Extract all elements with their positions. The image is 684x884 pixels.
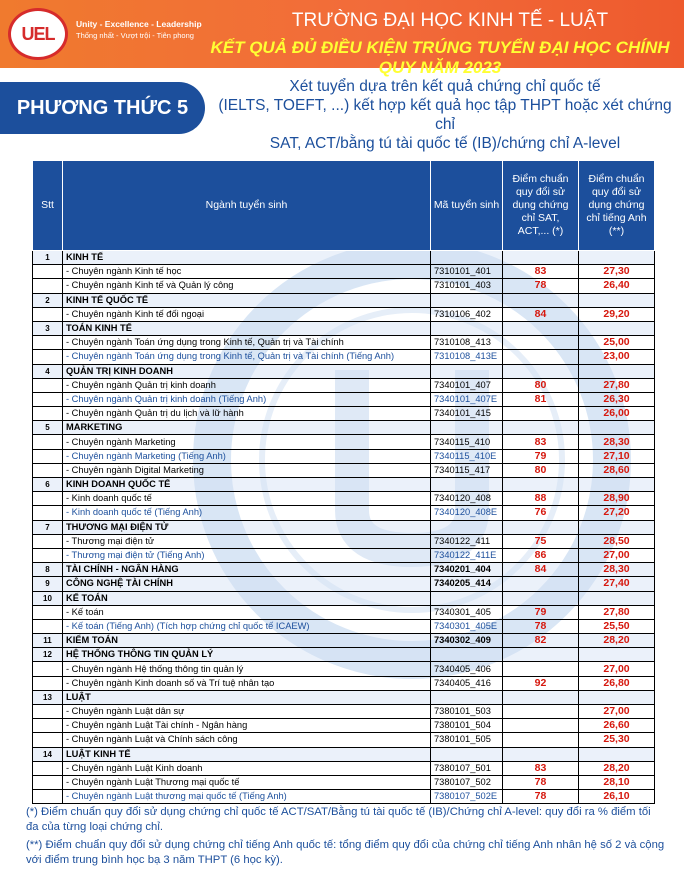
cell-major: - Chuyên ngành Luật Thương mại quốc tế bbox=[63, 775, 431, 789]
cell-major: THƯƠNG MẠI ĐIỆN TỬ bbox=[63, 520, 431, 534]
cell-stt bbox=[33, 336, 63, 350]
cell-major: KINH DOANH QUỐC TẾ bbox=[63, 478, 431, 492]
cell-score-english: 26,80 bbox=[579, 676, 655, 690]
university-name: TRƯỜNG ĐẠI HỌC KINH TẾ - LUẬT bbox=[291, 10, 609, 31]
cell-score-sat: 83 bbox=[503, 265, 579, 279]
cell-code: 7310108_413 bbox=[431, 336, 503, 350]
cell-stt bbox=[33, 775, 63, 789]
method-badge bbox=[0, 82, 205, 134]
cell-score-english: 26,60 bbox=[579, 719, 655, 733]
cell-major: - Chuyên ngành Kinh tế và Quản lý công bbox=[63, 279, 431, 293]
cell-score-english: 28,20 bbox=[579, 634, 655, 648]
cell-stt: 4 bbox=[33, 364, 63, 378]
cell-code bbox=[431, 478, 503, 492]
cell-stt: 1 bbox=[33, 251, 63, 265]
cell-code: 7340301_405E bbox=[431, 619, 503, 633]
cell-score-sat: 75 bbox=[503, 534, 579, 548]
cell-major: - Chuyên ngành Quản trị kinh doanh bbox=[63, 378, 431, 392]
cell-code: 7340101_407 bbox=[431, 378, 503, 392]
cell-score-english: 26,40 bbox=[579, 279, 655, 293]
cell-stt bbox=[33, 492, 63, 506]
method-desc-line1: Xét tuyển dựa trên kết quả chứng chỉ quốc tế bbox=[289, 78, 601, 95]
cell-score-sat: 88 bbox=[503, 492, 579, 506]
cell-stt bbox=[33, 662, 63, 676]
cell-code bbox=[431, 648, 503, 662]
table-group-row bbox=[33, 648, 655, 662]
table-row bbox=[33, 790, 655, 804]
table-group-row bbox=[33, 293, 655, 307]
cell-score-english: 28,10 bbox=[579, 775, 655, 789]
cell-code: 7380107_502E bbox=[431, 790, 503, 804]
table-row bbox=[33, 336, 655, 350]
cell-score-english: 28,90 bbox=[579, 492, 655, 506]
table-group-row bbox=[33, 364, 655, 378]
cell-score-english: 28,50 bbox=[579, 534, 655, 548]
table-row bbox=[33, 534, 655, 548]
cell-code: 7310106_402 bbox=[431, 307, 503, 321]
cell-score-sat: 81 bbox=[503, 392, 579, 406]
cell-score-english: 26,10 bbox=[579, 790, 655, 804]
table-row bbox=[33, 705, 655, 719]
cell-stt bbox=[33, 790, 63, 804]
cell-major: - Kế toán (Tiếng Anh) (Tích hợp chứng chỉ quốc tế ICAEW) bbox=[63, 619, 431, 633]
cell-score-sat bbox=[503, 690, 579, 704]
cell-score-english: 27,80 bbox=[579, 378, 655, 392]
table-row bbox=[33, 392, 655, 406]
header-major: Ngành tuyển sinh bbox=[63, 161, 431, 251]
cell-code: 7380101_503 bbox=[431, 705, 503, 719]
table-row bbox=[33, 265, 655, 279]
cell-stt: 7 bbox=[33, 520, 63, 534]
cell-major: LUẬT bbox=[63, 690, 431, 704]
table-row bbox=[33, 407, 655, 421]
cell-stt: 9 bbox=[33, 577, 63, 591]
cell-code: 7340205_414 bbox=[431, 577, 503, 591]
header-score-english: Điểm chuẩn quy đổi sử dụng chứng chỉ tiếng Anh (**) bbox=[579, 161, 655, 251]
cell-score-english: 28,30 bbox=[579, 435, 655, 449]
cell-score-sat: 78 bbox=[503, 619, 579, 633]
cell-score-sat: 92 bbox=[503, 676, 579, 690]
cell-major: LUẬT KINH TẾ bbox=[63, 747, 431, 761]
cell-major: KIỂM TOÁN bbox=[63, 634, 431, 648]
table-row bbox=[33, 350, 655, 364]
cell-score-sat: 83 bbox=[503, 761, 579, 775]
table-group-row bbox=[33, 563, 655, 577]
cell-stt: 6 bbox=[33, 478, 63, 492]
method-desc-line2: (IELTS, TOEFT, ...) kết hợp kết quả học tập THPT hoặc xét chứng chỉ bbox=[218, 97, 672, 133]
header-stt: Stt bbox=[33, 161, 63, 251]
cell-code: 7340115_410E bbox=[431, 449, 503, 463]
cell-code: 7340101_407E bbox=[431, 392, 503, 406]
cell-score-sat: 79 bbox=[503, 449, 579, 463]
table-row bbox=[33, 676, 655, 690]
cell-major: - Chuyên ngành Digital Marketing bbox=[63, 463, 431, 477]
cell-major: - Thương mại điện tử bbox=[63, 534, 431, 548]
cell-score-sat bbox=[503, 577, 579, 591]
cell-major: - Chuyên ngành Hệ thống thông tin quản lý bbox=[63, 662, 431, 676]
cell-score-english bbox=[579, 321, 655, 335]
cell-major: - Chuyên ngành Toán ứng dụng trong Kinh tế, Quản trị và Tài chính (Tiếng Anh) bbox=[63, 350, 431, 364]
cell-code: 7340122_411E bbox=[431, 548, 503, 562]
table-group-row bbox=[33, 577, 655, 591]
cell-score-sat bbox=[503, 662, 579, 676]
cell-stt: 2 bbox=[33, 293, 63, 307]
cell-major: - Kinh doanh quốc tế bbox=[63, 492, 431, 506]
cell-score-sat: 86 bbox=[503, 548, 579, 562]
header-code: Mã tuyển sinh bbox=[431, 161, 503, 251]
cell-stt: 8 bbox=[33, 563, 63, 577]
cell-score-sat: 79 bbox=[503, 605, 579, 619]
cell-score-english bbox=[579, 648, 655, 662]
cell-code bbox=[431, 747, 503, 761]
cell-code: 7340101_415 bbox=[431, 407, 503, 421]
cell-score-sat: 80 bbox=[503, 378, 579, 392]
cell-score-sat bbox=[503, 350, 579, 364]
cell-major: TOÁN KINH TẾ bbox=[63, 321, 431, 335]
cell-code: 7380101_505 bbox=[431, 733, 503, 747]
cell-major: - Chuyên ngành Marketing bbox=[63, 435, 431, 449]
cell-stt bbox=[33, 463, 63, 477]
cell-code: 7340301_405 bbox=[431, 605, 503, 619]
table-group-row bbox=[33, 747, 655, 761]
table-row bbox=[33, 719, 655, 733]
cell-stt bbox=[33, 265, 63, 279]
cell-score-sat bbox=[503, 364, 579, 378]
cell-stt bbox=[33, 548, 63, 562]
cell-major: - Chuyên ngành Quản trị kinh doanh (Tiếng Anh) bbox=[63, 392, 431, 406]
cell-stt bbox=[33, 605, 63, 619]
cell-score-english bbox=[579, 478, 655, 492]
uel-logo bbox=[8, 8, 68, 60]
cell-code: 7340405_406 bbox=[431, 662, 503, 676]
table-group-row bbox=[33, 520, 655, 534]
cell-major: - Chuyên ngành Quản trị du lịch và lữ hành bbox=[63, 407, 431, 421]
cell-score-english: 25,00 bbox=[579, 336, 655, 350]
cell-code: 7380107_501 bbox=[431, 761, 503, 775]
cell-score-english: 27,00 bbox=[579, 548, 655, 562]
method-description bbox=[214, 77, 676, 153]
table-body bbox=[33, 251, 655, 804]
cell-score-sat: 78 bbox=[503, 775, 579, 789]
cell-code: 7340115_410 bbox=[431, 435, 503, 449]
tagline-vi: Thống nhất - Vượt trội - Tiên phong bbox=[76, 31, 194, 40]
cell-code bbox=[431, 293, 503, 307]
cell-score-english: 23,00 bbox=[579, 350, 655, 364]
cell-code: 7340122_411 bbox=[431, 534, 503, 548]
cell-code: 7310108_413E bbox=[431, 350, 503, 364]
cell-stt bbox=[33, 733, 63, 747]
cell-score-sat bbox=[503, 251, 579, 265]
cell-major: QUẢN TRỊ KINH DOANH bbox=[63, 364, 431, 378]
cell-score-english: 27,00 bbox=[579, 662, 655, 676]
cell-stt: 5 bbox=[33, 421, 63, 435]
table-row bbox=[33, 506, 655, 520]
cell-stt bbox=[33, 619, 63, 633]
admission-table-container bbox=[32, 160, 654, 803]
cell-major: - Chuyên ngành Marketing (Tiếng Anh) bbox=[63, 449, 431, 463]
table-row bbox=[33, 605, 655, 619]
cell-major: CÔNG NGHỆ TÀI CHÍNH bbox=[63, 577, 431, 591]
cell-score-sat: 84 bbox=[503, 307, 579, 321]
cell-score-english: 27,10 bbox=[579, 449, 655, 463]
cell-stt bbox=[33, 378, 63, 392]
cell-score-sat bbox=[503, 719, 579, 733]
cell-score-english bbox=[579, 364, 655, 378]
cell-stt: 10 bbox=[33, 591, 63, 605]
cell-stt bbox=[33, 392, 63, 406]
cell-stt bbox=[33, 534, 63, 548]
cell-score-sat bbox=[503, 293, 579, 307]
table-row bbox=[33, 548, 655, 562]
table-group-row bbox=[33, 634, 655, 648]
cell-score-sat bbox=[503, 648, 579, 662]
cell-major: - Chuyên ngành Luật dân sự bbox=[63, 705, 431, 719]
cell-score-sat bbox=[503, 705, 579, 719]
cell-code bbox=[431, 520, 503, 534]
cell-score-sat bbox=[503, 747, 579, 761]
cell-code bbox=[431, 690, 503, 704]
cell-score-sat bbox=[503, 421, 579, 435]
table-row bbox=[33, 378, 655, 392]
header-score-sat: Điểm chuẩn quy đổi sử dụng chứng chỉ SAT, ACT,... (*) bbox=[503, 161, 579, 251]
cell-score-english bbox=[579, 747, 655, 761]
table-group-row bbox=[33, 690, 655, 704]
cell-score-sat: 84 bbox=[503, 563, 579, 577]
cell-code: 7340201_404 bbox=[431, 563, 503, 577]
cell-score-english bbox=[579, 520, 655, 534]
table-row bbox=[33, 775, 655, 789]
cell-major: - Chuyên ngành Kinh doanh số và Trí tuệ nhân tạo bbox=[63, 676, 431, 690]
table-row bbox=[33, 662, 655, 676]
table-group-row bbox=[33, 591, 655, 605]
tagline-en: Unity - Excellence - Leadership bbox=[76, 19, 202, 29]
cell-stt bbox=[33, 506, 63, 520]
cell-major: KINH TẾ QUỐC TẾ bbox=[63, 293, 431, 307]
cell-major: - Chuyên ngành Luật Kinh doanh bbox=[63, 761, 431, 775]
cell-code: 7340405_416 bbox=[431, 676, 503, 690]
cell-stt: 13 bbox=[33, 690, 63, 704]
cell-stt bbox=[33, 449, 63, 463]
cell-stt bbox=[33, 307, 63, 321]
cell-score-english: 27,30 bbox=[579, 265, 655, 279]
table-group-row bbox=[33, 321, 655, 335]
cell-score-sat: 83 bbox=[503, 435, 579, 449]
cell-score-sat bbox=[503, 321, 579, 335]
cell-score-sat: 80 bbox=[503, 463, 579, 477]
cell-score-sat bbox=[503, 520, 579, 534]
cell-score-sat: 78 bbox=[503, 790, 579, 804]
header-banner bbox=[0, 0, 684, 77]
cell-score-english: 25,50 bbox=[579, 619, 655, 633]
table-row bbox=[33, 307, 655, 321]
cell-score-english: 27,80 bbox=[579, 605, 655, 619]
cell-code bbox=[431, 591, 503, 605]
cell-score-sat: 78 bbox=[503, 279, 579, 293]
table-group-row bbox=[33, 421, 655, 435]
cell-score-english: 29,20 bbox=[579, 307, 655, 321]
table-group-row bbox=[33, 478, 655, 492]
cell-stt bbox=[33, 407, 63, 421]
cell-major: KINH TẾ bbox=[63, 251, 431, 265]
cell-score-english: 28,20 bbox=[579, 761, 655, 775]
method-desc-line3: SAT, ACT/bằng tú tài quốc tế (IB)/chứng chỉ A-level bbox=[269, 135, 621, 152]
table-row bbox=[33, 449, 655, 463]
method-label: PHƯƠNG THỨC 5 bbox=[16, 97, 189, 119]
cell-major: - Chuyên ngành Kinh tế học bbox=[63, 265, 431, 279]
cell-score-sat bbox=[503, 478, 579, 492]
cell-stt: 14 bbox=[33, 747, 63, 761]
cell-stt bbox=[33, 279, 63, 293]
cell-score-english bbox=[579, 293, 655, 307]
cell-major: - Chuyên ngành Luật Tài chính - Ngân hàng bbox=[63, 719, 431, 733]
cell-code: 7310101_403 bbox=[431, 279, 503, 293]
cell-score-english bbox=[579, 251, 655, 265]
table-row bbox=[33, 435, 655, 449]
cell-stt bbox=[33, 435, 63, 449]
cell-score-english: 27,00 bbox=[579, 705, 655, 719]
cell-stt bbox=[33, 705, 63, 719]
footnote-sat: (*) Điểm chuẩn quy đổi sử dụng chứng chỉ quốc tế ACT/SAT/Bằng tú tài quốc tế (IB)/Chứng chỉ A-level: quy đổi ra % điểm tối đa của từng loại chứng chỉ. bbox=[26, 806, 651, 833]
cell-score-english: 26,30 bbox=[579, 392, 655, 406]
logo-text: UEL bbox=[21, 23, 55, 44]
cell-stt bbox=[33, 676, 63, 690]
cell-code: 7340120_408E bbox=[431, 506, 503, 520]
table-header-row bbox=[33, 161, 655, 251]
cell-code: 7380107_502 bbox=[431, 775, 503, 789]
footnote-english: (**) Điểm chuẩn quy đổi sử dụng chứng chỉ tiếng Anh quốc tế: tổng điểm quy đổi của chứng chỉ tiếng Anh nhân hệ số 2 và cộng với điểm trung bình học bạ 3 năm THPT (6 học kỳ). bbox=[26, 839, 665, 866]
cell-major: HỆ THỐNG THÔNG TIN QUẢN LÝ bbox=[63, 648, 431, 662]
cell-code bbox=[431, 421, 503, 435]
tagline bbox=[76, 18, 202, 42]
cell-score-sat: 82 bbox=[503, 634, 579, 648]
cell-stt bbox=[33, 719, 63, 733]
cell-stt: 11 bbox=[33, 634, 63, 648]
cell-score-sat: 76 bbox=[503, 506, 579, 520]
cell-score-sat bbox=[503, 591, 579, 605]
cell-code: 7310101_401 bbox=[431, 265, 503, 279]
table-row bbox=[33, 619, 655, 633]
cell-stt bbox=[33, 350, 63, 364]
cell-major: - Kinh doanh quốc tế (Tiếng Anh) bbox=[63, 506, 431, 520]
cell-score-sat bbox=[503, 336, 579, 350]
table-row bbox=[33, 492, 655, 506]
cell-stt: 12 bbox=[33, 648, 63, 662]
cell-score-english: 28,30 bbox=[579, 563, 655, 577]
cell-major: - Chuyên ngành Toán ứng dụng trong Kinh tế, Quản trị và Tài chính bbox=[63, 336, 431, 350]
cell-stt: 3 bbox=[33, 321, 63, 335]
cell-stt bbox=[33, 761, 63, 775]
admission-table bbox=[32, 160, 655, 804]
table-row bbox=[33, 279, 655, 293]
cell-score-english bbox=[579, 690, 655, 704]
cell-major: - Chuyên ngành Luật và Chính sách công bbox=[63, 733, 431, 747]
cell-code: 7380101_504 bbox=[431, 719, 503, 733]
cell-code: 7340120_408 bbox=[431, 492, 503, 506]
cell-score-english: 28,60 bbox=[579, 463, 655, 477]
cell-code bbox=[431, 321, 503, 335]
cell-score-english: 27,40 bbox=[579, 577, 655, 591]
cell-score-english: 26,00 bbox=[579, 407, 655, 421]
cell-major: TÀI CHÍNH - NGÂN HÀNG bbox=[63, 563, 431, 577]
cell-score-english bbox=[579, 421, 655, 435]
table-row bbox=[33, 463, 655, 477]
cell-score-sat bbox=[503, 407, 579, 421]
table-group-row bbox=[33, 251, 655, 265]
result-title: KẾT QUẢ ĐỦ ĐIỀU KIỆN TRÚNG TUYỂN ĐẠI HỌC CHÍNH QUY NĂM 2023 bbox=[210, 38, 670, 77]
table-row bbox=[33, 733, 655, 747]
cell-major: - Thương mại điện tử (Tiếng Anh) bbox=[63, 548, 431, 562]
cell-major: KẾ TOÁN bbox=[63, 591, 431, 605]
cell-score-sat bbox=[503, 733, 579, 747]
cell-score-english: 25,30 bbox=[579, 733, 655, 747]
cell-score-english bbox=[579, 591, 655, 605]
cell-code bbox=[431, 251, 503, 265]
cell-major: - Chuyên ngành Kinh tế đối ngoại bbox=[63, 307, 431, 321]
cell-major: - Kế toán bbox=[63, 605, 431, 619]
cell-major: - Chuyên ngành Luật thương mại quốc tế (Tiếng Anh) bbox=[63, 790, 431, 804]
cell-code bbox=[431, 364, 503, 378]
cell-code: 7340115_417 bbox=[431, 463, 503, 477]
cell-code: 7340302_409 bbox=[431, 634, 503, 648]
table-row bbox=[33, 761, 655, 775]
cell-score-english: 27,20 bbox=[579, 506, 655, 520]
cell-major: MARKETING bbox=[63, 421, 431, 435]
